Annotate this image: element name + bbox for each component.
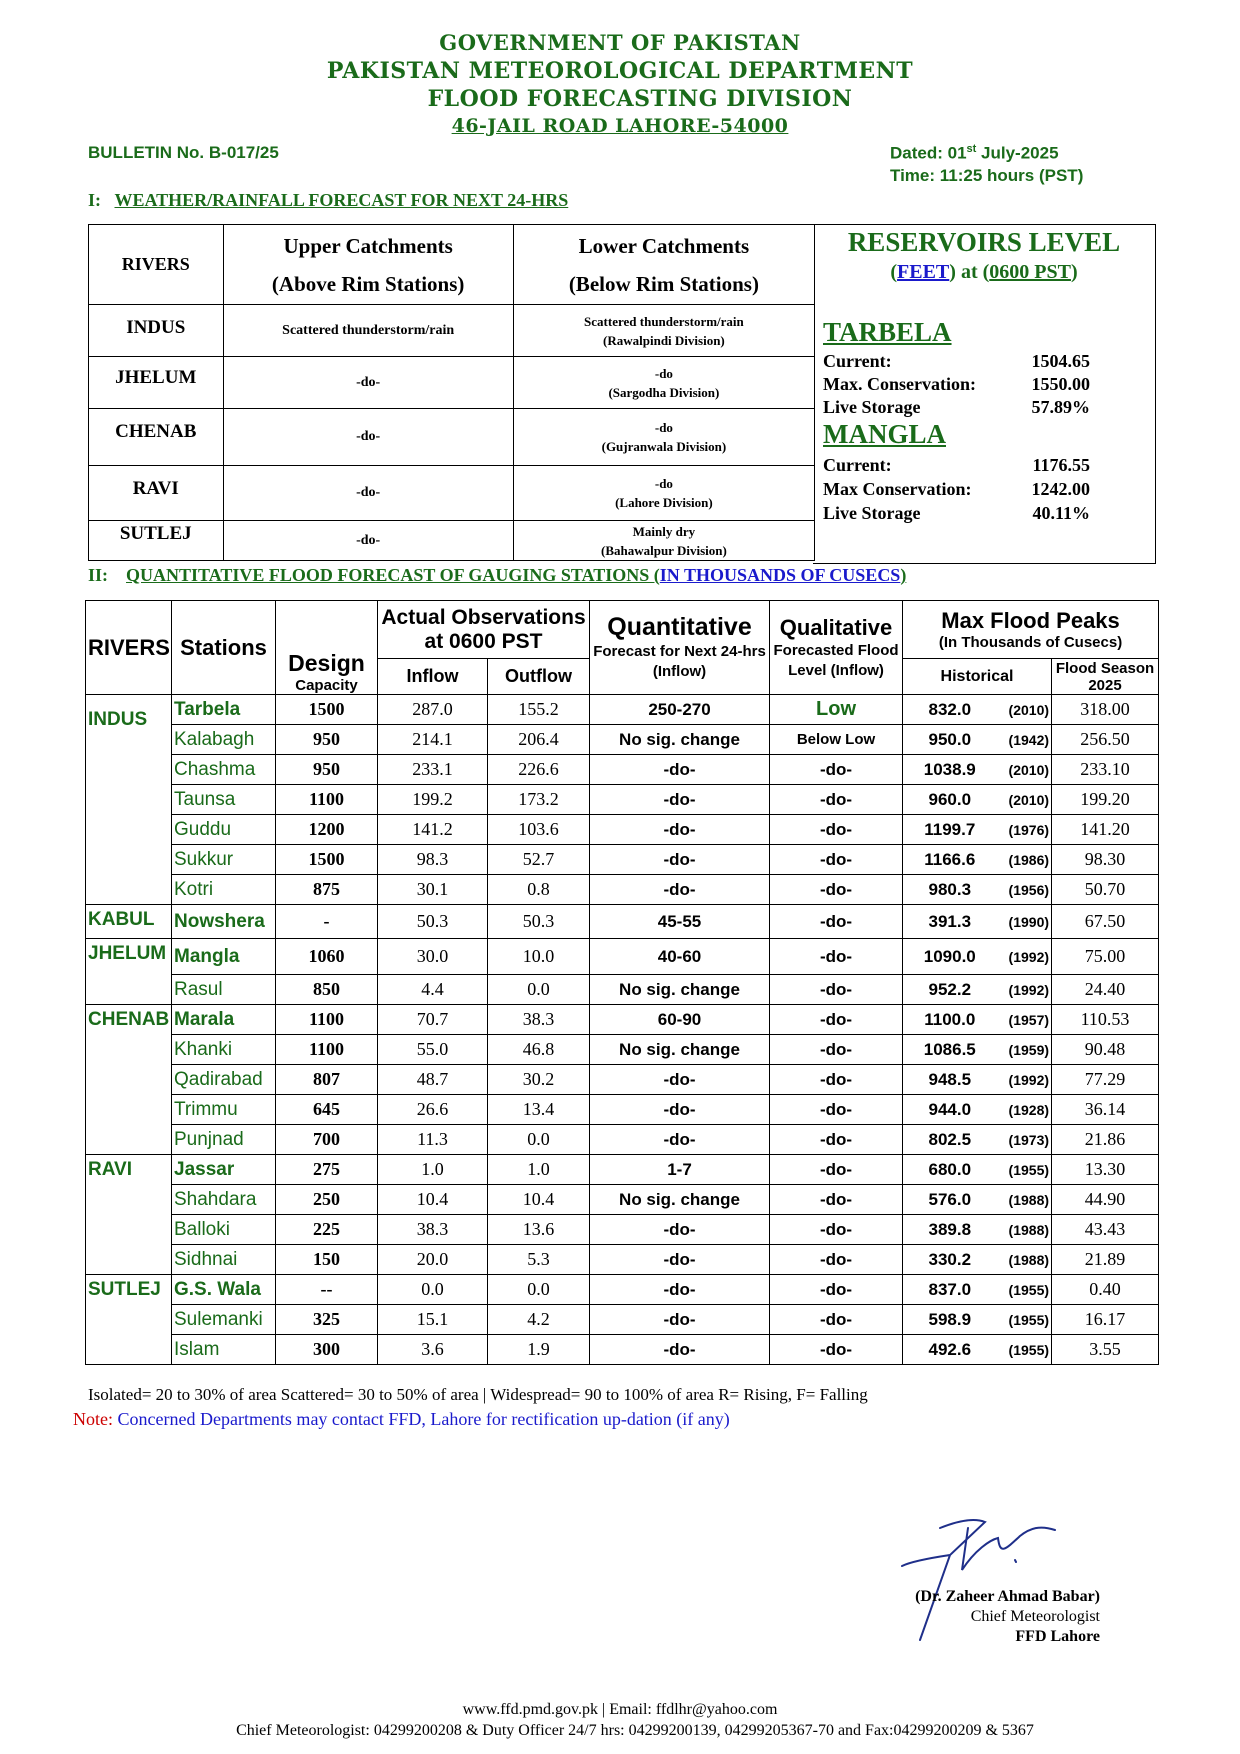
qualitative-forecast: Below Low <box>770 725 903 755</box>
historical-peak: 950.0 <box>903 725 997 755</box>
station-name: Shahdara <box>172 1185 276 1215</box>
qualitative-forecast: -do- <box>770 1335 903 1365</box>
quantitative-forecast: No sig. change <box>590 1185 770 1215</box>
river-name: INDUS <box>86 695 172 905</box>
inflow-value: 4.4 <box>378 975 488 1005</box>
river-name: KABUL <box>86 905 172 939</box>
table-row <box>86 1065 1159 1095</box>
historical-peak: 492.6 <box>903 1335 997 1365</box>
outflow-value: 206.4 <box>488 725 590 755</box>
outflow-value: 13.4 <box>488 1095 590 1125</box>
outflow-value: 46.8 <box>488 1035 590 1065</box>
season-peak: 24.40 <box>1052 975 1159 1005</box>
river-name: CHENAB <box>89 409 224 466</box>
river-name: JHELUM <box>86 939 172 1005</box>
historical-year: (1955) <box>997 1275 1052 1305</box>
outflow-value: 1.0 <box>488 1155 590 1185</box>
quantitative-forecast: -do- <box>590 1095 770 1125</box>
qualitative-forecast: -do- <box>770 755 903 785</box>
historical-year: (1988) <box>997 1215 1052 1245</box>
quantitative-forecast: 45-55 <box>590 905 770 939</box>
historical-year: (1956) <box>997 875 1052 905</box>
weather-row <box>89 305 815 357</box>
quantitative-forecast: -do- <box>590 1305 770 1335</box>
season-peak: 90.48 <box>1052 1035 1159 1065</box>
table-row <box>86 1125 1159 1155</box>
table-row <box>86 1185 1159 1215</box>
quantitative-forecast: 60-90 <box>590 1005 770 1035</box>
col-header-actual: Actual Observations at 0600 PST <box>378 601 590 659</box>
table-row <box>86 755 1159 785</box>
lower-forecast: Scattered thunderstorm/rain (Rawalpindi Division) <box>513 305 814 357</box>
inflow-value: 3.6 <box>378 1335 488 1365</box>
bulletin-number: BULLETIN No. B-017/25 <box>88 143 279 162</box>
header-line-3: FLOOD FORECASTING DIVISION <box>427 86 853 112</box>
design-capacity: 150 <box>276 1245 378 1275</box>
historical-year: (1973) <box>997 1125 1052 1155</box>
historical-year: (1992) <box>997 975 1052 1005</box>
historical-year: (1928) <box>997 1095 1052 1125</box>
historical-year: (1955) <box>997 1305 1052 1335</box>
inflow-value: 98.3 <box>378 845 488 875</box>
weather-forecast-table <box>88 224 815 561</box>
outflow-value: 13.6 <box>488 1215 590 1245</box>
quantitative-forecast: 1-7 <box>590 1155 770 1185</box>
weather-row <box>89 357 815 409</box>
mangla-max-value: 1242.00 <box>1031 479 1090 499</box>
river-name: CHENAB <box>86 1005 172 1155</box>
lower-forecast: Mainly dry (Bahawalpur Division) <box>513 521 814 561</box>
inflow-value: 199.2 <box>378 785 488 815</box>
qualitative-forecast: -do- <box>770 1155 903 1185</box>
season-peak: 141.20 <box>1052 815 1159 845</box>
historical-year: (1957) <box>997 1005 1052 1035</box>
season-peak: 21.86 <box>1052 1125 1159 1155</box>
inflow-value: 11.3 <box>378 1125 488 1155</box>
design-capacity: - <box>276 905 378 939</box>
note-text: Note: Concerned Departments may contact FFD, Lahore for rectification up-dation (if any) <box>73 1409 730 1429</box>
historical-peak: 960.0 <box>903 785 997 815</box>
inflow-value: 26.6 <box>378 1095 488 1125</box>
col-header-rivers: RIVERS <box>86 601 172 695</box>
qualitative-forecast: -do- <box>770 1065 903 1095</box>
design-capacity: 275 <box>276 1155 378 1185</box>
col-header-historical: Historical <box>903 659 1052 695</box>
col-header-max-peaks: Max Flood Peaks (In Thousands of Cusecs) <box>903 601 1159 659</box>
historical-year: (2010) <box>997 755 1052 785</box>
historical-peak: 330.2 <box>903 1245 997 1275</box>
design-capacity: 1100 <box>276 1005 378 1035</box>
quantitative-forecast: 250-270 <box>590 695 770 725</box>
station-name: Kotri <box>172 875 276 905</box>
inflow-value: 0.0 <box>378 1275 488 1305</box>
design-capacity: 1100 <box>276 1035 378 1065</box>
weather-row <box>89 409 815 466</box>
table-row <box>86 845 1159 875</box>
signatory-name: (Dr. Zaheer Ahmad Babar) <box>915 1588 1100 1605</box>
outflow-value: 0.0 <box>488 1125 590 1155</box>
table-row <box>86 1035 1159 1065</box>
col-header-rivers: RIVERS <box>89 225 224 305</box>
qualitative-forecast: -do- <box>770 975 903 1005</box>
reservoirs-title: RESERVOIRS LEVEL <box>847 227 1121 257</box>
inflow-value: 1.0 <box>378 1155 488 1185</box>
inflow-value: 30.0 <box>378 939 488 975</box>
outflow-value: 173.2 <box>488 785 590 815</box>
station-name: Mangla <box>172 939 276 975</box>
upper-forecast: -do- <box>223 521 513 561</box>
station-name: Trimmu <box>172 1095 276 1125</box>
outflow-value: 103.6 <box>488 815 590 845</box>
mangla-current-label: Current: <box>823 455 892 475</box>
table-row <box>86 695 1159 725</box>
tarbela-max-label: Max. Conservation: <box>823 374 976 394</box>
signatory-office: FFD Lahore <box>1015 1628 1100 1645</box>
signatory-title: Chief Meteorologist <box>970 1608 1100 1625</box>
river-name: RAVI <box>86 1155 172 1275</box>
qualitative-forecast: -do- <box>770 1305 903 1335</box>
inflow-value: 141.2 <box>378 815 488 845</box>
col-header-design: Design Capacity <box>276 601 378 695</box>
station-name: Sulemanki <box>172 1305 276 1335</box>
season-peak: 36.14 <box>1052 1095 1159 1125</box>
weather-row <box>89 466 815 521</box>
station-name: Chashma <box>172 755 276 785</box>
qualitative-forecast: -do- <box>770 939 903 975</box>
river-name: INDUS <box>89 305 224 357</box>
table-row <box>86 975 1159 1005</box>
season-peak: 13.30 <box>1052 1155 1159 1185</box>
station-name: Kalabagh <box>172 725 276 755</box>
design-capacity: 250 <box>276 1185 378 1215</box>
design-capacity: 1100 <box>276 785 378 815</box>
qualitative-forecast: -do- <box>770 785 903 815</box>
table-row <box>86 1275 1159 1305</box>
inflow-value: 50.3 <box>378 905 488 939</box>
quantitative-forecast: No sig. change <box>590 1035 770 1065</box>
station-name: Sukkur <box>172 845 276 875</box>
footer-contact: www.ffd.pmd.gov.pk | Email: ffdlhr@yahoo.com <box>462 1701 778 1718</box>
qualitative-forecast: -do- <box>770 905 903 939</box>
historical-peak: 391.3 <box>903 905 997 939</box>
outflow-value: 50.3 <box>488 905 590 939</box>
quantitative-forecast: -do- <box>590 875 770 905</box>
tarbela-max-value: 1550.00 <box>1031 374 1090 394</box>
outflow-value: 0.0 <box>488 1275 590 1305</box>
historical-peak: 1038.9 <box>903 755 997 785</box>
col-header-quantitative: Quantitative Forecast for Next 24-hrs (Inflow) <box>590 601 770 695</box>
quantitative-forecast: -do- <box>590 785 770 815</box>
qualitative-forecast: -do- <box>770 875 903 905</box>
station-name: Balloki <box>172 1215 276 1245</box>
qualitative-forecast: -do- <box>770 815 903 845</box>
quantitative-forecast: -do- <box>590 755 770 785</box>
season-peak: 3.55 <box>1052 1335 1159 1365</box>
mangla-title: MANGLA <box>823 419 946 449</box>
season-peak: 199.20 <box>1052 785 1159 815</box>
station-name: Tarbela <box>172 695 276 725</box>
historical-year: (1988) <box>997 1185 1052 1215</box>
historical-peak: 1166.6 <box>903 845 997 875</box>
quantitative-forecast: -do- <box>590 815 770 845</box>
outflow-value: 5.3 <box>488 1245 590 1275</box>
design-capacity: 645 <box>276 1095 378 1125</box>
mangla-live-label: Live Storage <box>823 503 921 523</box>
historical-peak: 837.0 <box>903 1275 997 1305</box>
design-capacity: 325 <box>276 1305 378 1335</box>
historical-peak: 802.5 <box>903 1125 997 1155</box>
historical-peak: 576.0 <box>903 1185 997 1215</box>
section2-title: II: QUANTITATIVE FLOOD FORECAST OF GAUGING STATIONS (IN THOUSANDS OF CUSECS) <box>88 565 907 585</box>
inflow-value: 15.1 <box>378 1305 488 1335</box>
season-peak: 44.90 <box>1052 1185 1159 1215</box>
col-header-lower: Lower Catchments (Below Rim Stations) <box>513 225 814 305</box>
qualitative-forecast: -do- <box>770 1245 903 1275</box>
station-name: Jassar <box>172 1155 276 1185</box>
table-row <box>86 1005 1159 1035</box>
qualitative-forecast: -do- <box>770 1185 903 1215</box>
table-row <box>86 1245 1159 1275</box>
table-row <box>86 785 1159 815</box>
historical-peak: 952.2 <box>903 975 997 1005</box>
quantitative-forecast: -do- <box>590 1335 770 1365</box>
footer-phones: Chief Meteorologist: 04299200208 & Duty Officer 24/7 hrs: 04299200139, 04299205367-70 and Fax:04299200209 & 5367 <box>236 1722 1034 1739</box>
qualitative-forecast: -do- <box>770 1125 903 1155</box>
header-address: 46-JAIL ROAD LAHORE-54000 <box>451 115 789 137</box>
design-capacity: 1500 <box>276 845 378 875</box>
outflow-value: 0.8 <box>488 875 590 905</box>
inflow-value: 55.0 <box>378 1035 488 1065</box>
inflow-value: 48.7 <box>378 1065 488 1095</box>
historical-peak: 389.8 <box>903 1215 997 1245</box>
lower-forecast: -do (Lahore Division) <box>513 466 814 521</box>
historical-peak: 1086.5 <box>903 1035 997 1065</box>
season-peak: 256.50 <box>1052 725 1159 755</box>
qualitative-forecast: -do- <box>770 1215 903 1245</box>
quantitative-forecast: 40-60 <box>590 939 770 975</box>
inflow-value: 287.0 <box>378 695 488 725</box>
col-header-flood-season: Flood Season 2025 <box>1052 659 1159 695</box>
design-capacity: 807 <box>276 1065 378 1095</box>
historical-year: (1955) <box>997 1155 1052 1185</box>
bulletin-time: Time: 11:25 hours (PST) <box>890 166 1084 185</box>
historical-year: (1990) <box>997 905 1052 939</box>
outflow-value: 30.2 <box>488 1065 590 1095</box>
inflow-value: 70.7 <box>378 1005 488 1035</box>
table-row <box>86 939 1159 975</box>
reservoirs-panel <box>813 224 1156 564</box>
qualitative-forecast: Low <box>770 695 903 725</box>
historical-peak: 832.0 <box>903 695 997 725</box>
tarbela-title: TARBELA <box>823 317 952 347</box>
station-name: Guddu <box>172 815 276 845</box>
historical-year: (2010) <box>997 785 1052 815</box>
outflow-value: 38.3 <box>488 1005 590 1035</box>
historical-year: (1992) <box>997 939 1052 975</box>
table-row <box>86 905 1159 939</box>
col-header-outflow: Outflow <box>488 659 590 695</box>
historical-year: (1959) <box>997 1035 1052 1065</box>
mangla-live-value: 40.11% <box>1032 503 1090 523</box>
historical-year: (1988) <box>997 1245 1052 1275</box>
qualitative-forecast: -do- <box>770 1035 903 1065</box>
station-name: Punjnad <box>172 1125 276 1155</box>
season-peak: 50.70 <box>1052 875 1159 905</box>
upper-forecast: -do- <box>223 357 513 409</box>
quantitative-forecast: -do- <box>590 845 770 875</box>
season-peak: 67.50 <box>1052 905 1159 939</box>
quantitative-forecast: -do- <box>590 1065 770 1095</box>
table-row <box>86 1335 1159 1365</box>
season-peak: 0.40 <box>1052 1275 1159 1305</box>
upper-forecast: Scattered thunderstorm/rain <box>223 305 513 357</box>
weather-row <box>89 521 815 561</box>
mangla-max-label: Max Conservation: <box>823 479 972 499</box>
season-peak: 98.30 <box>1052 845 1159 875</box>
design-capacity: 300 <box>276 1335 378 1365</box>
lower-forecast: -do (Sargodha Division) <box>513 357 814 409</box>
col-header-qualitative: Qualitative Forecasted Flood Level (Inflow) <box>770 601 903 695</box>
season-peak: 43.43 <box>1052 1215 1159 1245</box>
outflow-value: 1.9 <box>488 1335 590 1365</box>
station-name: Nowshera <box>172 905 276 939</box>
historical-peak: 1100.0 <box>903 1005 997 1035</box>
historical-peak: 1199.7 <box>903 815 997 845</box>
quantitative-forecast: No sig. change <box>590 975 770 1005</box>
inflow-value: 38.3 <box>378 1215 488 1245</box>
col-header-inflow: Inflow <box>378 659 488 695</box>
station-name: Marala <box>172 1005 276 1035</box>
tarbela-live-label: Live Storage <box>823 397 921 417</box>
quantitative-forecast: -do- <box>590 1275 770 1305</box>
outflow-value: 0.0 <box>488 975 590 1005</box>
historical-year: (1955) <box>997 1335 1052 1365</box>
station-name: Sidhnai <box>172 1245 276 1275</box>
design-capacity: 950 <box>276 725 378 755</box>
station-name: Rasul <box>172 975 276 1005</box>
col-header-upper: Upper Catchments (Above Rim Stations) <box>223 225 513 305</box>
historical-peak: 598.9 <box>903 1305 997 1335</box>
design-capacity: 1060 <box>276 939 378 975</box>
quantitative-forecast: -do- <box>590 1215 770 1245</box>
outflow-value: 155.2 <box>488 695 590 725</box>
historical-year: (2010) <box>997 695 1052 725</box>
quantitative-forecast: No sig. change <box>590 725 770 755</box>
season-peak: 318.00 <box>1052 695 1159 725</box>
inflow-value: 30.1 <box>378 875 488 905</box>
upper-forecast: -do- <box>223 409 513 466</box>
inflow-value: 20.0 <box>378 1245 488 1275</box>
historical-peak: 680.0 <box>903 1155 997 1185</box>
upper-forecast: -do- <box>223 466 513 521</box>
qualitative-forecast: -do- <box>770 1005 903 1035</box>
design-capacity: 225 <box>276 1215 378 1245</box>
table-row <box>86 815 1159 845</box>
season-peak: 21.89 <box>1052 1245 1159 1275</box>
table-row <box>86 1095 1159 1125</box>
design-capacity: 1200 <box>276 815 378 845</box>
lower-forecast: -do (Gujranwala Division) <box>513 409 814 466</box>
qualitative-forecast: -do- <box>770 845 903 875</box>
outflow-value: 10.4 <box>488 1185 590 1215</box>
design-capacity: 850 <box>276 975 378 1005</box>
table-row <box>86 725 1159 755</box>
river-name: JHELUM <box>89 357 224 409</box>
season-peak: 16.17 <box>1052 1305 1159 1335</box>
table-row <box>86 1215 1159 1245</box>
historical-peak: 948.5 <box>903 1065 997 1095</box>
historical-year: (1986) <box>997 845 1052 875</box>
tarbela-live-value: 57.89% <box>1031 397 1090 417</box>
inflow-value: 233.1 <box>378 755 488 785</box>
design-capacity: 950 <box>276 755 378 785</box>
design-capacity: 700 <box>276 1125 378 1155</box>
outflow-value: 10.0 <box>488 939 590 975</box>
tarbela-current-label: Current: <box>823 351 892 371</box>
station-name: Qadirabad <box>172 1065 276 1095</box>
river-name: SUTLEJ <box>86 1275 172 1365</box>
tarbela-current-value: 1504.65 <box>1031 351 1090 371</box>
table-row <box>86 1155 1159 1185</box>
header-line-2: PAKISTAN METEOROLOGICAL DEPARTMENT <box>326 58 914 84</box>
outflow-value: 4.2 <box>488 1305 590 1335</box>
station-name: Khanki <box>172 1035 276 1065</box>
header-line-1: GOVERNMENT OF PAKISTAN <box>439 30 801 55</box>
historical-year: (1992) <box>997 1065 1052 1095</box>
historical-year: (1976) <box>997 815 1052 845</box>
historical-year: (1942) <box>997 725 1052 755</box>
flood-forecast-table <box>85 600 1159 1365</box>
design-capacity: -- <box>276 1275 378 1305</box>
outflow-value: 226.6 <box>488 755 590 785</box>
inflow-value: 214.1 <box>378 725 488 755</box>
reservoirs-subtitle: (FEET) at (0600 PST) <box>890 261 1078 283</box>
station-name: G.S. Wala <box>172 1275 276 1305</box>
river-name: RAVI <box>89 466 224 521</box>
inflow-value: 10.4 <box>378 1185 488 1215</box>
historical-peak: 1090.0 <box>903 939 997 975</box>
qualitative-forecast: -do- <box>770 1275 903 1305</box>
river-name: SUTLEJ <box>89 521 224 561</box>
design-capacity: 875 <box>276 875 378 905</box>
outflow-value: 52.7 <box>488 845 590 875</box>
quantitative-forecast: -do- <box>590 1245 770 1275</box>
season-peak: 77.29 <box>1052 1065 1159 1095</box>
historical-peak: 980.3 <box>903 875 997 905</box>
season-peak: 75.00 <box>1052 939 1159 975</box>
table-row <box>86 1305 1159 1335</box>
qualitative-forecast: -do- <box>770 1095 903 1125</box>
design-capacity: 1500 <box>276 695 378 725</box>
legend-text: Isolated= 20 to 30% of area Scattered= 30 to 50% of area | Widespread= 90 to 100% of area R= Rising, F= Falling <box>88 1385 868 1404</box>
season-peak: 110.53 <box>1052 1005 1159 1035</box>
quantitative-forecast: -do- <box>590 1125 770 1155</box>
season-peak: 233.10 <box>1052 755 1159 785</box>
station-name: Taunsa <box>172 785 276 815</box>
section1-title: I: WEATHER/RAINFALL FORECAST FOR NEXT 24-HRS <box>88 190 569 210</box>
bulletin-date: Dated: 01st July-2025 <box>890 143 1059 163</box>
mangla-current-value: 1176.55 <box>1032 455 1090 475</box>
historical-peak: 944.0 <box>903 1095 997 1125</box>
col-header-stations: Stations <box>172 601 276 695</box>
station-name: Islam <box>172 1335 276 1365</box>
table-row <box>86 875 1159 905</box>
